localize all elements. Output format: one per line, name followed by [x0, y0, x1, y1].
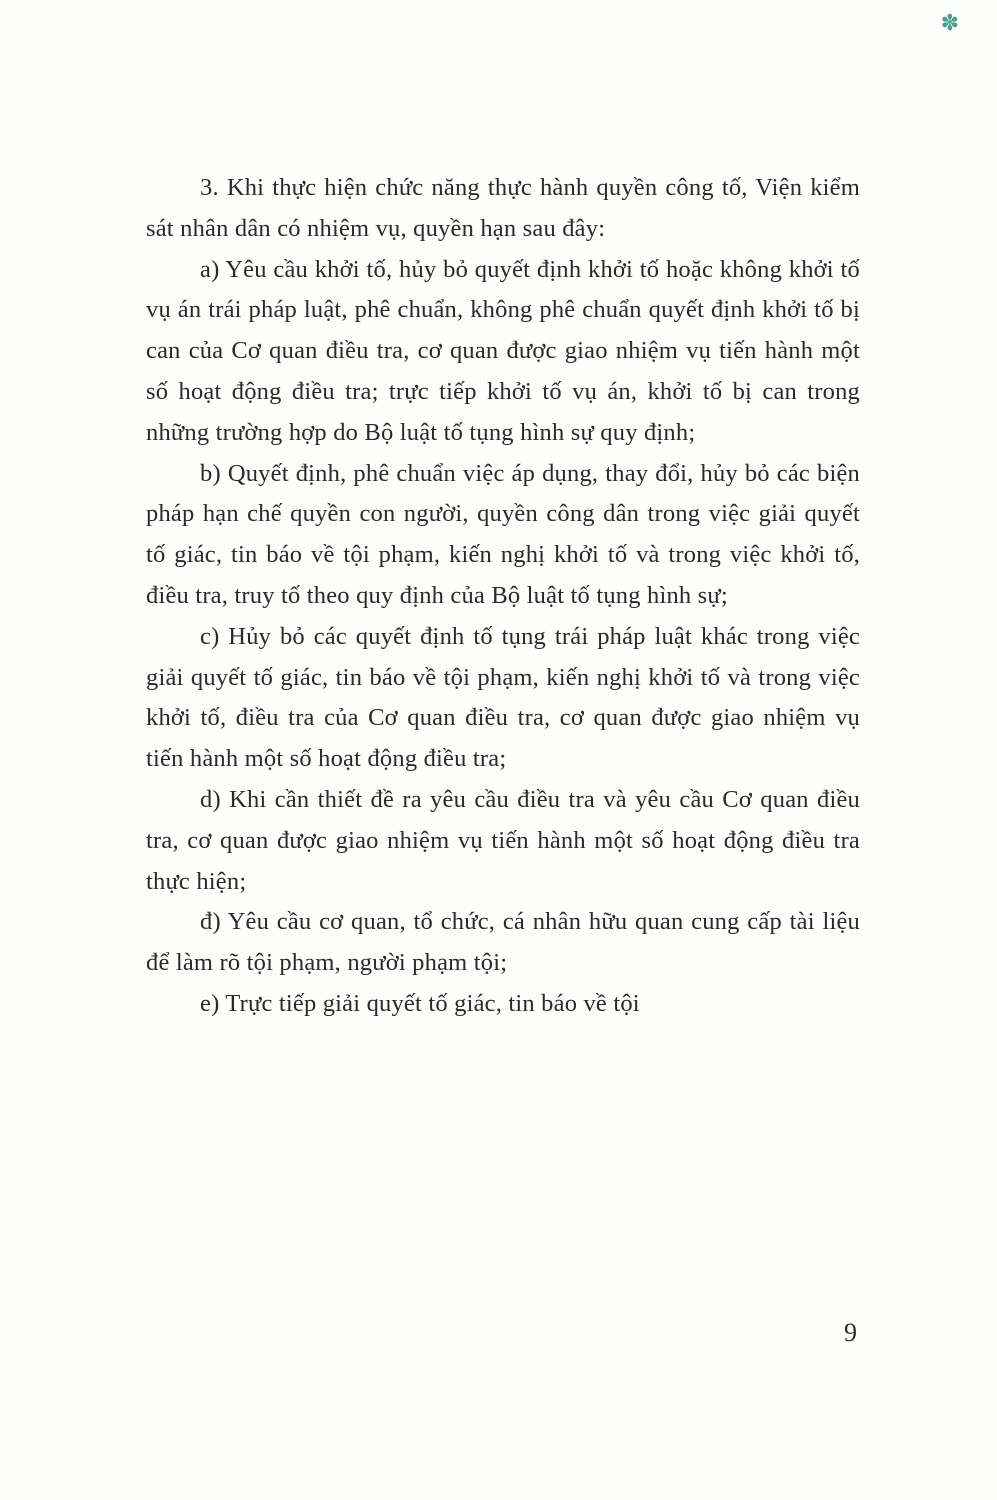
flower-decoration-icon: ✽: [940, 10, 959, 35]
page-number: 9: [844, 1318, 857, 1347]
paragraph: e) Trực tiếp giải quyết tố giác, tin báo về tội: [200, 989, 640, 1017]
paragraph: c) Hủy bỏ các quyết định tố tụng trái pháp luật khác trong việc giải quyết tố giác, tin báo về tội phạm, kiến nghị khởi tố và trong việc khởi tố, điều tra của Cơ quan điều tra, cơ quan được giao nhiệm vụ tiến hành một số hoạt động điều tra;: [146, 622, 860, 773]
paragraph: 3. Khi thực hiện chức năng thực hành quyền công tố, Viện kiểm sát nhân dân có nhiệm vụ, quyền hạn sau đây:: [146, 174, 860, 242]
paragraph: đ) Yêu cầu cơ quan, tổ chức, cá nhân hữu quan cung cấp tài liệu để làm rõ tội phạm, người phạm tội;: [146, 908, 860, 977]
paragraph: b) Quyết định, phê chuẩn việc áp dụng, thay đổi, hủy bỏ các biện pháp hạn chế quyền con người, quyền công dân trong việc giải quyết tố giác, tin báo về tội phạm, kiến nghị khởi tố và trong việc khởi tố, điều tra, truy tố theo quy định của Bộ luật tố tụng hình sự;: [146, 459, 860, 609]
paragraph: a) Yêu cầu khởi tố, hủy bỏ quyết định khởi tố hoặc không khởi tố vụ án trái pháp luật, phê chuẩn, không phê chuẩn quyết định khởi tố bị can của Cơ quan điều tra, cơ quan được giao nhiệm vụ tiến hành một số hoạt động điều tra; trực tiếp khởi tố vụ án, khởi tố bị can trong những trường hợp do Bộ luật tố tụng hình sự quy định;: [146, 255, 860, 446]
text-block: [146, 168, 860, 1025]
paragraph: d) Khi cần thiết đề ra yêu cầu điều tra và yêu cầu Cơ quan điều tra, cơ quan được giao nhiệm vụ tiến hành một số hoạt động điều tra thực hiện;: [146, 785, 860, 895]
